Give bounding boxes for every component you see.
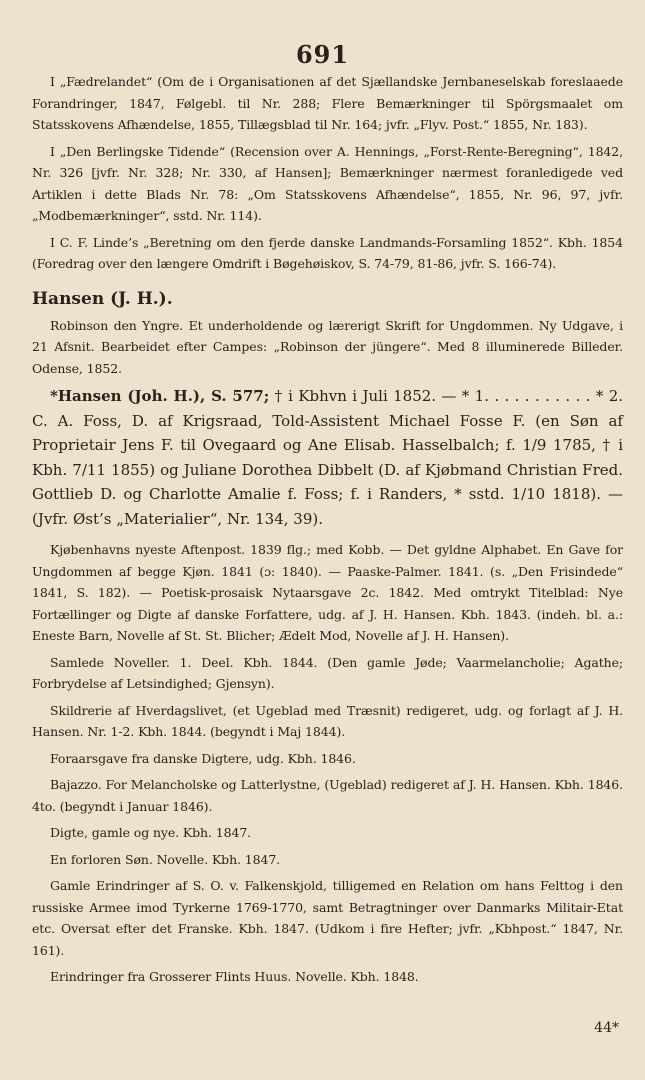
- entries-column: [32, 71, 623, 993]
- work-entry: Skildrerie af Hverdagslivet, (et Ugeblad med Træsnit) redigeret, udg. og forlagt af J. H. Hansen. Nr. 1-2. Kbh. 1844. (begyndt i Maj 1844).: [32, 702, 623, 739]
- author-entry-biography: † i Kbhvn i Juli 1852. — * 1. . . . . . . . . . . * 2. C. A. Foss, D. af Krigsraad, Told-Assistent Michael Fosse F. (en Søn af Proprietair Jens F. til Ovegaard og Ane Elisab. Hasselbalch; f. 1/9 1785, † i Kbh. 7/11 1855) og Juliane Dorothea Dibbelt (D. af Kjøbmand Christian Fred. Gottlieb D. og Charlotte Amalie f. Foss; f. i Randers, * sstd. 1/10 1818). — (Jvfr. Øst’s „Materialier“, Nr. 134, 39).: [32, 387, 624, 528]
- work-entry: Bajazzo. For Melancholske og Latterlystne, (Ugeblad) redigeret af J. H. Hansen. Kbh. 1846. 4to. (begyndt i Januar 1846).: [32, 777, 623, 814]
- signature-mark: 44*: [594, 1020, 619, 1036]
- author-entry-lead: *Hansen (Joh. H.), S. 577;: [50, 387, 270, 405]
- page-number: 691: [295, 40, 350, 69]
- work-entry: Samlede Noveller. 1. Deel. Kbh. 1844. (Den gamle Jøde; Vaarmelancholie; Agathe; Forbrydelse af Letsindighed; Gjensyn).: [32, 654, 623, 691]
- work-entry: Gamle Erindringer af S. O. v. Falkenskjold, tilligemed en Relation om hans Felttog i den russiske Armee imod Tyrkerne 1769-1770, samt Betragtninger over Danmarks Militair-Etat etc. Oversat efter det Franske. Kbh. 1847. (Udkom i fire Hefter; jvfr. „Kbhpost.“ 1847, Nr. 161).: [32, 878, 623, 958]
- entry-robinson: Robinson den Yngre. Et underholdende og lærerigt Skrift for Ungdommen. Ny Udgave, i 21 Afsnit. Bearbeidet efter Campes: „Robinson der jüngere“. Med 8 illuminerede Billeder. Odense, 1852.: [32, 317, 623, 376]
- entry-berlingske-tidende: I „Den Berlingske Tidende“ (Recension over A. Hennings, „Forst-Rente-Beregning“, 1842, Nr. 326 [jvfr. Nr. 328; Nr. 330, af Hansen]; Bemærkninger nærmest foranledigede ved Artiklen i dette Blads Nr. 78: „Om Statsskovens Afhændelse“, 1855, Nr. 96, 97, jvfr. „Modbemærkninger“, sstd. Nr. 114).: [32, 143, 623, 223]
- work-entry: Kjøbenhavns nyeste Aftenpost. 1839 flg.; med Kobb. — Det gyldne Alphabet. En Gave for Ungdommen af begge Kjøn. 1841 (ɔ: 1840). — Paaske-Palmer. 1841. (s. „Den Frisindede“ 1841, S. 182). — Poetisk-prosaisk Nytaarsgave 2c. 1842. Med omtrykt Titelblad: Nye Fortællinger og Digte af danske Forfattere, udg. af J. H. Hansen. Kbh. 1843. (indeh. bl. a.: Eneste Barn, Novelle af St. St. Blicher; Ædelt Mod, Novelle af J. H. Hansen).: [32, 542, 623, 643]
- work-entry: En forloren Søn. Novelle. Kbh. 1847.: [50, 851, 281, 867]
- entry-linde-beretning: I C. F. Linde’s „Beretning om den fjerde danske Landmands-Forsamling 1852“. Kbh. 1854 (Foredrag over den længere Omdrift i Bøgehøiskov, S. 74-79, 81-86, jvfr. S. 166-74).: [32, 234, 623, 271]
- work-entry: Digte, gamle og nye. Kbh. 1847.: [50, 825, 252, 840]
- author-entry-hansen-joh-h: [32, 384, 623, 531]
- work-entry: Erindringer fra Grosserer Flints Huus. Novelle. Kbh. 1848.: [50, 969, 419, 984]
- entry-faedrelandet: I „Fædrelandet“ (Om de i Organisationen af det Sjællandske Jernbaneselskab foreslaaede Forandringer, 1847, Følgebl. til Nr. 288; Flere Bemærkninger til Spörgsmaalet om Statsskovens Afhændelse, 1855, Tillægsblad til Nr. 164; jvfr. „Flyv. Post.“ 1855, Nr. 183).: [32, 74, 623, 132]
- author-heading-hansen-jh: Hansen (J. H.).: [32, 288, 173, 309]
- work-entry: Foraarsgave fra danske Digtere, udg. Kbh. 1846.: [50, 750, 356, 766]
